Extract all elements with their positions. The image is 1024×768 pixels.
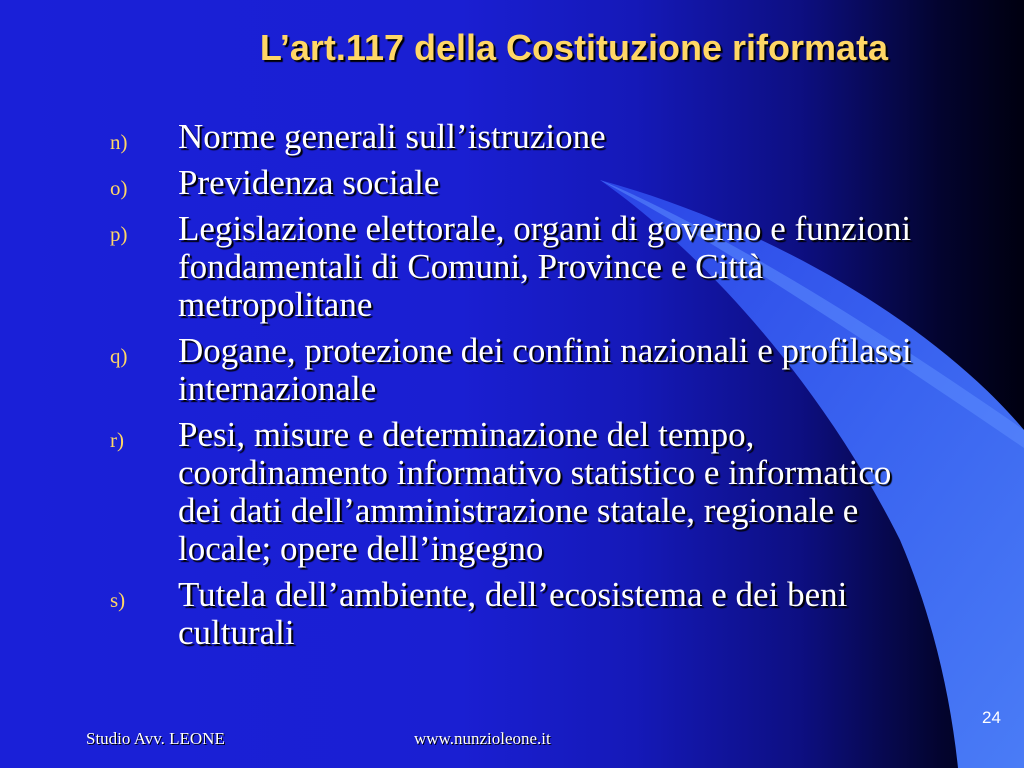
list-item-text: Norme generali sull’istruzione — [178, 117, 606, 156]
list-marker: q) — [110, 344, 128, 368]
list-item-text: Tutela dell’ambiente, dell’ecosistema e dei beni culturali — [178, 575, 848, 652]
list-item — [0, 210, 938, 324]
footer-website: www.nunzioleone.it — [414, 729, 551, 748]
slide-title — [0, 26, 1024, 70]
list-item — [0, 332, 938, 408]
title-part-1: L’art — [259, 27, 336, 68]
list-marker: p) — [110, 222, 128, 246]
list-marker: o) — [110, 176, 128, 200]
article-list — [0, 118, 1024, 660]
list-item — [0, 576, 938, 652]
list-marker: s) — [110, 588, 126, 612]
title-part-3: della Costituzione riformata — [404, 27, 889, 68]
list-item-text: Previdenza sociale — [178, 163, 440, 202]
list-item — [0, 118, 938, 156]
list-marker: n) — [110, 130, 128, 154]
list-item-text: Dogane, protezione dei confini nazionali e profilassi internazionale — [178, 331, 912, 408]
footer-studio: Studio Avv. LEONE — [86, 729, 225, 748]
list-item — [0, 416, 938, 568]
list-item — [0, 164, 938, 202]
title-part-2: .117 — [335, 27, 405, 68]
list-item-text: Legislazione elettorale, organi di governo e funzioni fondamentali di Comuni, Province e Città metropolitane — [178, 209, 912, 324]
slide-number: 24 — [982, 708, 1001, 727]
list-item-text: Pesi, misure e determinazione del tempo, coordinamento informativo statistico e informatico dei dati dell’amministrazione statale, regionale e locale; opere dell’ingegno — [178, 415, 892, 568]
list-marker: r) — [110, 428, 124, 452]
